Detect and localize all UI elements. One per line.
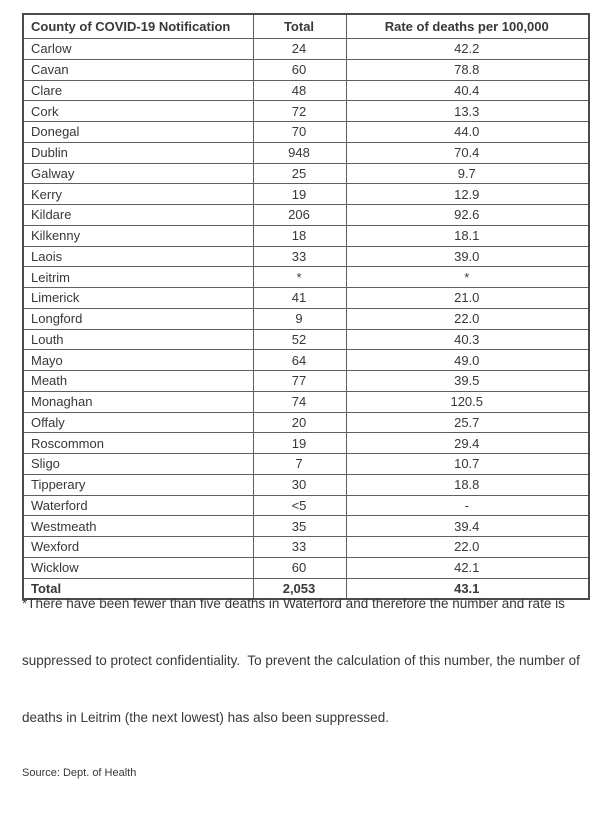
- total-cell: 74: [253, 391, 346, 412]
- rate-cell: 70.4: [346, 142, 589, 163]
- footnote: [22, 556, 600, 818]
- rate-cell: 18.1: [346, 225, 589, 246]
- rate-cell: 49.0: [346, 350, 589, 371]
- county-cell: Roscommon: [23, 433, 253, 454]
- county-cell: Sligo: [23, 454, 253, 475]
- total-cell: 30: [253, 474, 346, 495]
- total-cell: 41: [253, 288, 346, 309]
- table-row: [23, 537, 589, 558]
- total-cell: 25: [253, 163, 346, 184]
- rate-cell: 13.3: [346, 101, 589, 122]
- total-cell: 18: [253, 225, 346, 246]
- rate-cell: 42.2: [346, 39, 589, 60]
- table-row: [23, 350, 589, 371]
- rate-cell: 9.7: [346, 163, 589, 184]
- rate-cell: *: [346, 267, 589, 288]
- county-cell: Clare: [23, 80, 253, 101]
- total-cell: *: [253, 267, 346, 288]
- header-total: Total: [253, 14, 346, 39]
- county-cell: Carlow: [23, 39, 253, 60]
- rate-cell: 44.0: [346, 122, 589, 143]
- rate-cell: 21.0: [346, 288, 589, 309]
- rate-cell: 29.4: [346, 433, 589, 454]
- table-row: [23, 163, 589, 184]
- table-row: [23, 371, 589, 392]
- total-cell: 33: [253, 537, 346, 558]
- county-cell: Monaghan: [23, 391, 253, 412]
- county-cell: Kilkenny: [23, 225, 253, 246]
- table-row: [23, 39, 589, 60]
- total-cell: 70: [253, 122, 346, 143]
- total-cell: 60: [253, 59, 346, 80]
- county-cell: Wexford: [23, 537, 253, 558]
- total-row-total: 2,053: [253, 578, 346, 599]
- rate-cell: 25.7: [346, 412, 589, 433]
- table-row: [23, 516, 589, 537]
- table-row: [23, 142, 589, 163]
- rate-cell: 42.1: [346, 557, 589, 578]
- total-cell: 77: [253, 371, 346, 392]
- footnote-line: suppressed to protect confidentiality. To prevent the calculation of this number, the number of: [22, 653, 580, 668]
- rate-cell: 39.0: [346, 246, 589, 267]
- table-row: [23, 267, 589, 288]
- county-cell: Donegal: [23, 122, 253, 143]
- total-cell: <5: [253, 495, 346, 516]
- county-cell: Galway: [23, 163, 253, 184]
- table-row: [23, 205, 589, 226]
- rate-cell: 12.9: [346, 184, 589, 205]
- county-cell: Mayo: [23, 350, 253, 371]
- rate-cell: 120.5: [346, 391, 589, 412]
- total-cell: 206: [253, 205, 346, 226]
- county-cell: Laois: [23, 246, 253, 267]
- header-row: [23, 14, 589, 39]
- total-cell: 20: [253, 412, 346, 433]
- total-cell: 7: [253, 454, 346, 475]
- header-county: County of COVID-19 Notification: [23, 14, 253, 39]
- total-cell: 19: [253, 433, 346, 454]
- county-cell: Cork: [23, 101, 253, 122]
- county-cell: Cavan: [23, 59, 253, 80]
- rate-cell: 39.5: [346, 371, 589, 392]
- table-row: [23, 101, 589, 122]
- source-line: Source: Dept. of Health: [22, 767, 137, 779]
- rate-cell: 40.4: [346, 80, 589, 101]
- rate-cell: 18.8: [346, 474, 589, 495]
- total-cell: 9: [253, 308, 346, 329]
- table-row: [23, 308, 589, 329]
- rate-cell: 10.7: [346, 454, 589, 475]
- county-cell: Dublin: [23, 142, 253, 163]
- county-cell: Offaly: [23, 412, 253, 433]
- rate-cell: -: [346, 495, 589, 516]
- county-cell: Longford: [23, 308, 253, 329]
- county-cell: Kerry: [23, 184, 253, 205]
- total-cell: 19: [253, 184, 346, 205]
- table-row: [23, 474, 589, 495]
- table-row: [23, 412, 589, 433]
- county-cell: Tipperary: [23, 474, 253, 495]
- table-body: [23, 39, 589, 579]
- county-cell: Limerick: [23, 288, 253, 309]
- table-row: [23, 329, 589, 350]
- county-cell: Louth: [23, 329, 253, 350]
- table-row: [23, 495, 589, 516]
- total-cell: 72: [253, 101, 346, 122]
- total-cell: 948: [253, 142, 346, 163]
- header-rate: Rate of deaths per 100,000: [346, 14, 589, 39]
- total-row-rate: 43.1: [346, 578, 589, 599]
- rate-cell: 22.0: [346, 537, 589, 558]
- county-cell: Wicklow: [23, 557, 253, 578]
- table-row: [23, 454, 589, 475]
- table-header: [23, 14, 589, 39]
- total-row-label: Total: [23, 578, 253, 599]
- rate-cell: 78.8: [346, 59, 589, 80]
- table-row: [23, 184, 589, 205]
- covid-deaths-table: [22, 13, 590, 600]
- table-row: [23, 225, 589, 246]
- rate-cell: 39.4: [346, 516, 589, 537]
- table-row: [23, 122, 589, 143]
- rate-cell: 22.0: [346, 308, 589, 329]
- county-cell: Leitrim: [23, 267, 253, 288]
- total-cell: 48: [253, 80, 346, 101]
- total-cell: 60: [253, 557, 346, 578]
- county-cell: Waterford: [23, 495, 253, 516]
- total-cell: 24: [253, 39, 346, 60]
- county-cell: Westmeath: [23, 516, 253, 537]
- table-row: [23, 391, 589, 412]
- table-row: [23, 433, 589, 454]
- footnote-line: deaths in Leitrim (the next lowest) has also been suppressed.: [22, 710, 389, 725]
- total-cell: 35: [253, 516, 346, 537]
- total-cell: 64: [253, 350, 346, 371]
- table-row: [23, 288, 589, 309]
- total-cell: 33: [253, 246, 346, 267]
- table-row: [23, 246, 589, 267]
- total-cell: 52: [253, 329, 346, 350]
- footnote-line: *There have been fewer than five deaths in Waterford and therefore the number and rate is: [22, 596, 565, 611]
- table-row: [23, 80, 589, 101]
- rate-cell: 92.6: [346, 205, 589, 226]
- county-cell: Kildare: [23, 205, 253, 226]
- rate-cell: 40.3: [346, 329, 589, 350]
- covid-deaths-table-container: [22, 13, 590, 600]
- county-cell: Meath: [23, 371, 253, 392]
- table-row: [23, 59, 589, 80]
